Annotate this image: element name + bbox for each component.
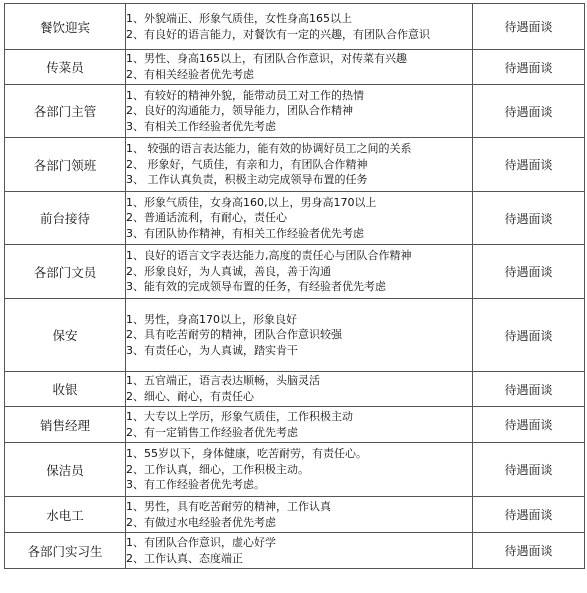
- job-row: [5, 533, 585, 569]
- job-row: [5, 138, 585, 192]
- job-row: [5, 372, 585, 407]
- requirement-line: 2、良好的沟通能力，领导能力，团队合作精神: [126, 104, 353, 118]
- job-position: 各部门文员: [5, 245, 126, 299]
- requirement-line: 1、良好的语言文字表达能力,高度的责任心与团队合作精神: [126, 249, 412, 263]
- job-salary: 待遇面谈: [473, 497, 585, 533]
- job-requirements: [126, 372, 473, 407]
- requirement-line: 2、有良好的语言能力，对餐饮有一定的兴趣，有团队合作意识: [126, 27, 430, 41]
- job-position: 水电工: [5, 497, 126, 533]
- job-position: 传菜员: [5, 50, 126, 85]
- job-requirements: [126, 299, 473, 372]
- requirement-line: 1、有较好的精神外貌，能带动员工对工作的热情: [126, 88, 364, 102]
- job-row: [5, 443, 585, 497]
- requirement-line: 1、 较强的语言表达能力，能有效的协调好员工之间的关系: [126, 142, 412, 156]
- job-requirements: [126, 443, 473, 497]
- job-salary: 待遇面谈: [473, 138, 585, 192]
- requirement-line: 1、有团队合作意识，虚心好学: [126, 535, 276, 549]
- requirement-line: 1、大专以上学历，形象气质佳，工作积极主动: [126, 409, 353, 423]
- job-position: 收银: [5, 372, 126, 407]
- requirement-line: 2、普通话流利，有耐心，责任心: [126, 211, 287, 225]
- requirement-line: 2、工作认真、态度端正: [126, 551, 243, 565]
- job-row: [5, 50, 585, 85]
- requirement-line: 1、男性、身高165以上，有团队合作意识，对传菜有兴趣: [126, 52, 407, 66]
- job-position: 销售经理: [5, 407, 126, 443]
- requirement-line: 3、能有效的完成领导布置的任务，有经验者优先考虑: [126, 280, 386, 294]
- job-requirements: [126, 4, 473, 50]
- requirement-line: 3、有团队协作精神，有相关工作经验者优先考虑: [126, 226, 364, 240]
- job-salary: 待遇面谈: [473, 407, 585, 443]
- job-position: 各部门主管: [5, 85, 126, 138]
- job-salary: 待遇面谈: [473, 299, 585, 372]
- job-salary: 待遇面谈: [473, 85, 585, 138]
- job-row: [5, 85, 585, 138]
- job-position: 各部门领班: [5, 138, 126, 192]
- requirement-line: 2、有相关经验者优先考虑: [126, 68, 254, 81]
- recruitment-table-body: [5, 4, 585, 569]
- job-salary: 待遇面谈: [473, 245, 585, 299]
- job-row: [5, 407, 585, 443]
- job-requirements: [126, 192, 473, 245]
- job-requirements: [126, 138, 473, 192]
- requirement-line: 2、 形象好，气质佳，有亲和力，有团队合作精神: [126, 157, 368, 171]
- requirement-line: 1、形象气质佳，女身高160,以上，男身高170以上: [126, 195, 377, 209]
- job-position: 前台接待: [5, 192, 126, 245]
- requirement-line: 2、工作认真，细心，工作积极主动。: [126, 462, 309, 476]
- job-salary: 待遇面谈: [473, 50, 585, 85]
- job-requirements: [126, 50, 473, 85]
- requirement-line: 1、外貌端正、形象气质佳，女性身高165以上: [126, 11, 352, 25]
- job-salary: 待遇面谈: [473, 372, 585, 407]
- job-position: 各部门实习生: [5, 533, 126, 569]
- job-row: [5, 4, 585, 50]
- job-row: [5, 299, 585, 372]
- job-salary: 待遇面谈: [473, 192, 585, 245]
- requirement-line: 2、细心、耐心，有责任心: [126, 390, 254, 403]
- job-position: 保洁员: [5, 443, 126, 497]
- job-salary: 待遇面谈: [473, 443, 585, 497]
- requirement-line: 3、 工作认真负责，积极主动完成领导布置的任务: [126, 173, 368, 187]
- requirement-line: 3、有相关工作经验者优先考虑: [126, 119, 276, 133]
- job-position: 餐饮迎宾: [5, 4, 126, 50]
- job-salary: 待遇面谈: [473, 533, 585, 569]
- requirement-line: 1、男性，身高170以上，形象良好: [126, 312, 297, 326]
- job-requirements: [126, 497, 473, 533]
- recruitment-table: [4, 3, 585, 569]
- job-requirements: [126, 533, 473, 569]
- requirement-line: 1、55岁以下，身体健康，吃苦耐劳，有责任心。: [126, 447, 367, 461]
- requirement-line: 3、有责任心，为人真诚，踏实肯干: [126, 343, 298, 357]
- requirement-line: 2、形象良好，为人真诚，善良，善于沟通: [126, 264, 331, 278]
- requirement-line: 1、男性，具有吃苦耐劳的精神，工作认真: [126, 499, 331, 513]
- requirement-line: 2、具有吃苦耐劳的精神，团队合作意识较强: [126, 328, 342, 342]
- job-requirements: [126, 407, 473, 443]
- requirement-line: 3、有工作经验者优先考虑。: [126, 478, 265, 492]
- job-requirements: [126, 85, 473, 138]
- requirement-line: 1、五官端正，语言表达顺畅，头脑灵活: [126, 374, 320, 388]
- job-requirements: [126, 245, 473, 299]
- requirement-line: 2、有做过水电经验者优先考虑: [126, 515, 276, 529]
- job-row: [5, 497, 585, 533]
- job-row: [5, 245, 585, 299]
- requirement-line: 2、有一定销售工作经验者优先考虑: [126, 425, 298, 439]
- job-position: 保安: [5, 299, 126, 372]
- job-salary: 待遇面谈: [473, 4, 585, 50]
- job-row: [5, 192, 585, 245]
